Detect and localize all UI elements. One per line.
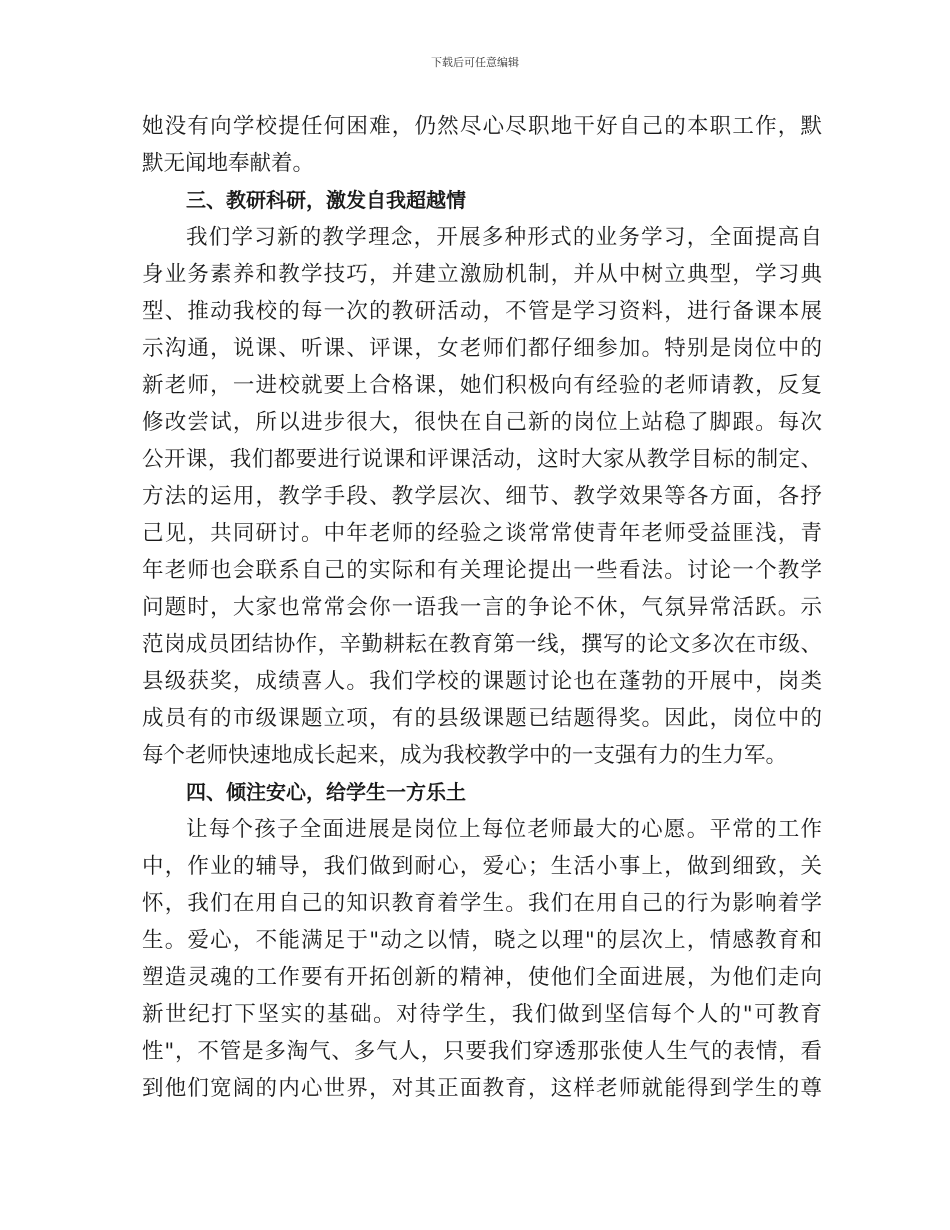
- text-line: 方法的运用，教学手段、教学层次、细节、教学效果等各方面，各抒: [142, 484, 822, 509]
- text-line: 性"，不管是多淘气、多气人，只要我们穿透那张使人生气的表情，看: [142, 1039, 822, 1064]
- text-line: 范岗成员团结协作，辛勤耕耘在教育第一线，撰写的论文多次在市级、: [142, 632, 822, 657]
- text-line: 生。爱心，不能满足于"动之以情，晓之以理"的层次上，情感教育和: [142, 928, 822, 953]
- paragraph-continuation: [142, 108, 822, 182]
- section-4-paragraph: [142, 811, 822, 1107]
- text-line: 新老师，一进校就要上合格课，她们积极向有经验的老师请教，反复: [142, 373, 822, 398]
- header-note: 下载后可任意编辑: [431, 56, 519, 69]
- text-line: 让每个孩子全面进展是岗位上每位老师最大的心愿。平常的工作: [186, 817, 822, 842]
- text-line: 到他们宽阔的内心世界，对其正面教育，这样老师就能得到学生的尊: [142, 1076, 822, 1101]
- text-line: 身业务素养和教学技巧，并建立激励机制，并从中树立典型，学习典: [142, 262, 822, 287]
- text-line: 怀，我们在用自己的知识教育着学生。我们在用自己的行为影响着学: [142, 891, 822, 916]
- text-line: 公开课，我们都要进行说课和评课活动，这时大家从教学目标的制定、: [142, 447, 822, 472]
- text-line: 默无闻地奉献着。: [142, 151, 315, 176]
- text-line: 年老师也会联系自己的实际和有关理论提出一些看法。讨论一个教学: [142, 558, 822, 583]
- text-line: 修改尝试，所以进步很大，很快在自己新的岗位上站稳了脚跟。每次: [142, 410, 822, 435]
- text-line: 我们学习新的教学理念，开展多种形式的业务学习，全面提高自: [186, 225, 822, 250]
- document-body: [142, 108, 822, 1107]
- text-line: 每个老师快速地成长起来，成为我校教学中的一支强有力的生力军。: [142, 743, 788, 768]
- text-line: 塑造灵魂的工作要有开拓创新的精神，使他们全面进展，为他们走向: [142, 965, 822, 990]
- text-line: 问题时，大家也常常会你一语我一言的争论不休，气氛异常活跃。示: [142, 595, 822, 620]
- text-line: 县级获奖，成绩喜人。我们学校的课题讨论也在蓬勃的开展中，岗类: [142, 669, 822, 694]
- text-line: 中，作业的辅导，我们做到耐心，爱心；生活小事上，做到细致，关: [142, 854, 822, 879]
- text-line: 型、推动我校的每一次的教研活动，不管是学习资料，进行备课本展: [142, 299, 822, 324]
- text-line: 她没有向学校提任何困难，仍然尽心尽职地干好自己的本职工作，默: [142, 114, 822, 139]
- section-heading-4: 四、倾注安心，给学生一方乐土: [186, 780, 466, 804]
- text-line: 己见，共同研讨。中年老师的经验之谈常常使青年老师受益匪浅，青: [142, 521, 822, 546]
- text-line: 成员有的市级课题立项，有的县级课题已结题得奖。因此，岗位中的: [142, 706, 822, 731]
- text-line: 新世纪打下坚实的基础。对待学生，我们做到坚信每个人的"可教育: [142, 1002, 822, 1027]
- section-3-paragraph: [142, 219, 822, 774]
- text-line: 示沟通，说课、听课、评课，女老师们都仔细参加。特别是岗位中的: [142, 336, 822, 361]
- section-heading-3: 三、教研科研，激发自我超越情: [186, 188, 466, 212]
